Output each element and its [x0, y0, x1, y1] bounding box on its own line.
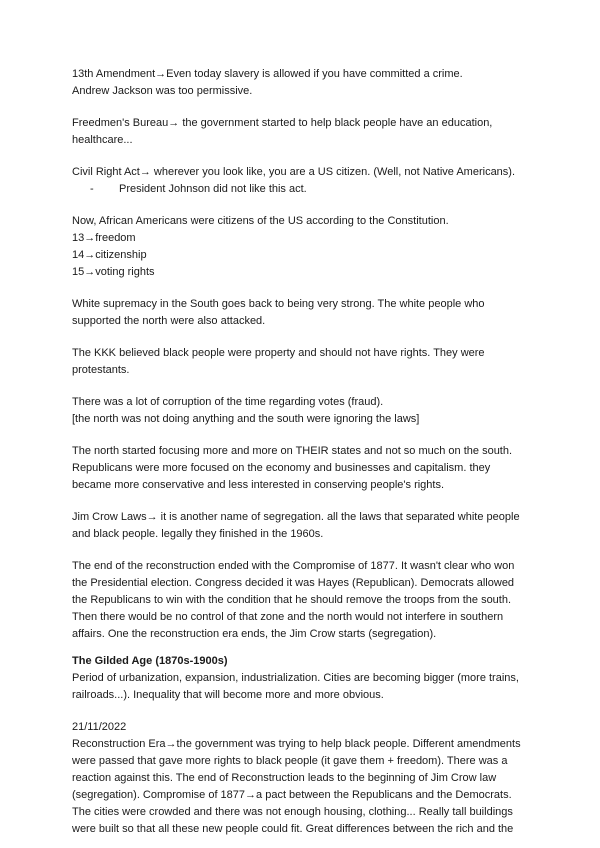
paragraph: [the north was not doing anything and the south were ignoring the laws] [72, 413, 420, 425]
section-heading: The Gilded Age (1870s-1900s) [72, 655, 228, 667]
list-item: 13→freedom [72, 232, 136, 244]
paragraph: Reconstruction Era→the government was trying to help black people. Different amendments were passed that gave more rights to black people (it gave them + freedom). There was a reaction against this. The end of Reconstruction leads to the beginning of Jim Crow law (segregation). Compromise of 1877→a pact between the Republicans and the Democrats. The cities were crowded and there was not enough housing, clothing... Really tall buildings were built so that all these new people could fit. Great differences between the rich and the [72, 738, 521, 835]
paragraph: Now, African Americans were citizens of the US according to the Constitution. [72, 215, 449, 227]
paragraph: 13th Amendment→Even today slavery is allowed if you have committed a crime. [72, 68, 463, 80]
bullet-text: President Johnson did not like this act. [119, 183, 307, 195]
paragraph: Freedmen's Bureau→ the government started to help black people have an education, healthcare... [72, 117, 493, 146]
list-item: 15→voting rights [72, 266, 155, 278]
bullet-dash: - [90, 183, 94, 195]
paragraph: The KKK believed black people were property and should not have rights. They were protestants. [72, 347, 485, 376]
paragraph: The end of the reconstruction ended with the Compromise of 1877. It wasn't clear who won the Presidential election. Congress decided it was Hayes (Republican). Democrats allowed the Republicans to win with the condition that he should remove the troops from the south. Then there would be no control of that zone and the north would not interfere in southern affairs. One the reconstruction era ends, the Jim Crow starts (segregation). [72, 560, 515, 640]
paragraph: White supremacy in the South goes back to being very strong. The white people who supported the north were also attacked. [72, 298, 485, 327]
bullet-item [72, 181, 532, 198]
paragraph: Period of urbanization, expansion, industrialization. Cities are becoming bigger (more trains, railroads...). Inequality that will become more and more obvious. [72, 672, 519, 701]
paragraph: Civil Right Act→ wherever you look like, you are a US citizen. (Well, not Native Americans). [72, 166, 516, 178]
paragraph: Andrew Jackson was too permissive. [72, 85, 253, 97]
notes-body [72, 66, 532, 838]
paragraph: There was a lot of corruption of the time regarding votes (fraud). [72, 396, 384, 408]
paragraph: Jim Crow Laws→ it is another name of segregation. all the laws that separated white people and black people. legally they finished in the 1960s. [72, 511, 520, 540]
date-label: 21/11/2022 [72, 721, 127, 733]
paragraph: The north started focusing more and more on THEIR states and not so much on the south. Republicans were more focused on the economy and businesses and capitalism. they became more conservative and less interested in conserving people's rights. [72, 445, 513, 491]
list-item: 14→citizenship [72, 249, 147, 261]
